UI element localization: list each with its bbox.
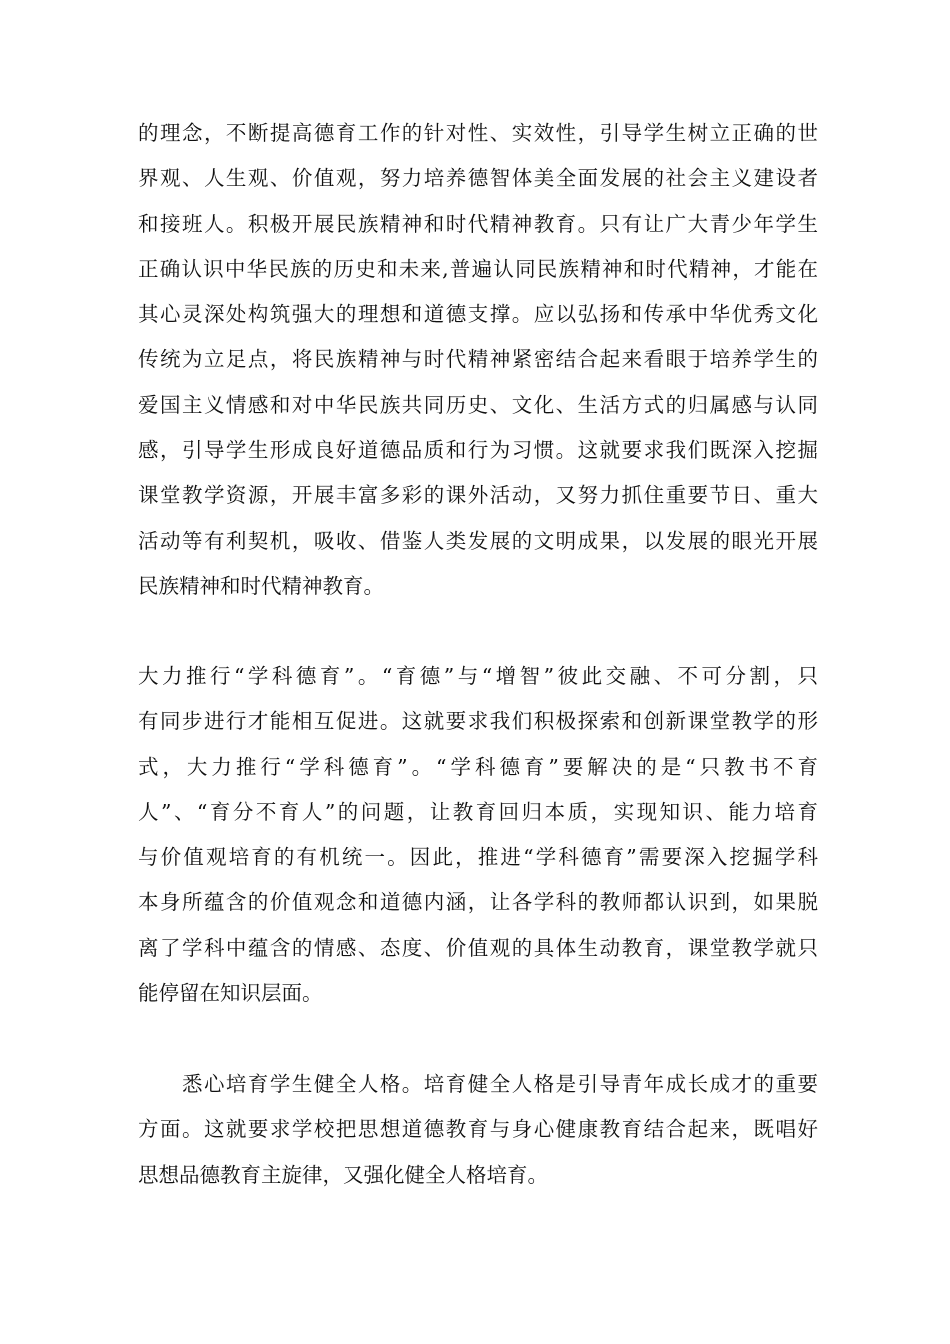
paragraph-line: 能停留在知识层面。 <box>138 981 323 1006</box>
paragraph-line: 有同步进行才能相互促进。这就要求我们积极探索和创新课堂教学的形 <box>138 709 818 734</box>
paragraph-line: 本身所蕴含的价值观念和道德内涵，让各学科的教师都认识到，如果脱 <box>138 890 818 915</box>
paragraph-line: 悉心培育学生健全人格。培育健全人格是引导青年成长成才的重要 <box>138 1072 818 1096</box>
paragraph-line: 思想品德教育主旋律，又强化健全人格培育。 <box>138 1162 548 1187</box>
paragraph-line: 界观、人生观、价值观，努力培养德智体美全面发展的社会主义建设者 <box>138 166 818 191</box>
paragraph-line: 的理念，不断提高德育工作的针对性、实效性，引导学生树立正确的世 <box>138 121 818 145</box>
paragraph-line: 式，大力推行“学科德育”。“学科德育”要解决的是“只教书不育 <box>138 754 818 779</box>
paragraph-2 <box>138 654 818 1016</box>
paragraph-line: 其心灵深处构筑强大的理想和道德支撑。应以弘扬和传承中华优秀文化 <box>138 302 818 327</box>
paragraph-line: 感，引导学生形成良好道德品质和行为习惯。这就要求我们既深入挖掘 <box>138 438 818 463</box>
paragraph-1 <box>138 111 818 609</box>
paragraph-line: 大力推行“学科德育”。“育德”与“增智”彼此交融、不可分割，只 <box>138 664 818 688</box>
paragraph-3 <box>138 1062 818 1198</box>
paragraph-line: 课堂教学资源，开展丰富多彩的课外活动，又努力抓住重要节日、重大 <box>138 483 818 508</box>
paragraph-line: 离了学科中蕴含的情感、态度、价值观的具体生动教育，课堂教学就只 <box>138 935 818 960</box>
paragraph-line: 正确认识中华民族的历史和未来,普遍认同民族精神和时代精神，才能在 <box>138 256 818 281</box>
paragraph-line: 民族精神和时代精神教育。 <box>138 573 384 598</box>
paragraph-line: 爱国主义情感和对中华民族共同历史、文化、生活方式的归属感与认同 <box>138 392 818 417</box>
paragraph-line: 活动等有利契机，吸收、借鉴人类发展的文明成果，以发展的眼光开展 <box>138 528 818 553</box>
paragraph-line: 与价值观培育的有机统一。因此，推进“学科德育”需要深入挖掘学科 <box>138 845 818 870</box>
paragraph-line: 和接班人。积极开展民族精神和时代精神教育。只有让广大青少年学生 <box>138 211 818 236</box>
paragraph-line: 人”、“育分不育人”的问题，让教育回归本质，实现知识、能力培育 <box>138 799 818 824</box>
paragraph-line: 传统为立足点，将民族精神与时代精神紧密结合起来看眼于培养学生的 <box>138 347 818 372</box>
paragraph-line: 方面。这就要求学校把思想道德教育与身心健康教育结合起来，既唱好 <box>138 1117 818 1142</box>
